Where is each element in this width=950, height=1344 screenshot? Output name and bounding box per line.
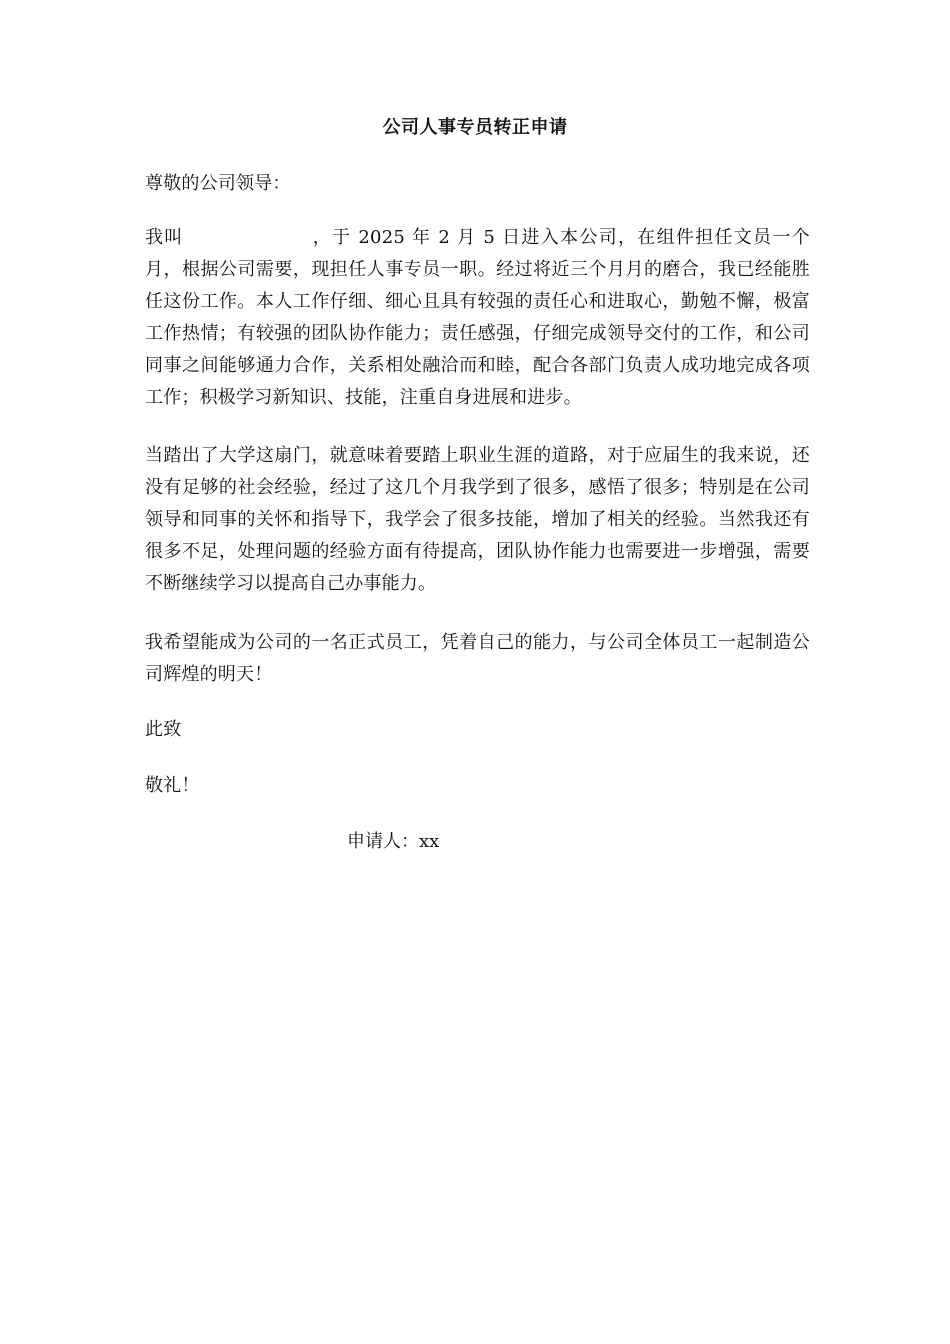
closing-jingli: 敬礼！ xyxy=(145,775,200,796)
paragraph-hope: 我希望能成为公司的一名正式员工，凭着自己的能力，与公司全体员工一起制造公司辉煌的明天！ xyxy=(145,632,810,685)
paragraph-intro xyxy=(145,222,810,414)
intro-body: ，于 2025 年 2 月 5 日进入本公司，在组件担任文员一个月，根据公司需要，现担任人事专员一职。经过将近三个月月的磨合，我已经能胜任这份工作。本人工作仔细、细心且具有较强的责任心和进取心，勤勉不懈，极富工作热情；有较强的团队协作能力；责任感强，仔细完成领导交付的工作，和公司同事之间能够通力合作，关系相处融洽而和睦，配合各部门负责人成功地完成各项工作；积极学习新知识、技能，注重自身进展和进步。 xyxy=(145,227,810,408)
greeting-line: 尊敬的公司领导： xyxy=(145,173,291,194)
document-title: 公司人事专员转正申请 xyxy=(382,117,568,138)
paragraph-experience: 当踏出了大学这扇门，就意味着要踏上职业生涯的道路，对于应届生的我来说，还没有足够的社会经验，经过了这几个月我学到了很多，感悟了很多；特别是在公司领导和同事的关怀和指导下，我学会了很多技能，增加了相关的经验。当然我还有很多不足，处理问题的经验方面有待提高，团队协作能力也需要进一步增强，需要不断继续学习以提高自己办事能力。 xyxy=(145,445,810,594)
signature-line: 申请人：xx xyxy=(347,831,440,852)
closing-zhici: 此致 xyxy=(145,719,182,740)
intro-prefix: 我叫 xyxy=(145,227,184,248)
